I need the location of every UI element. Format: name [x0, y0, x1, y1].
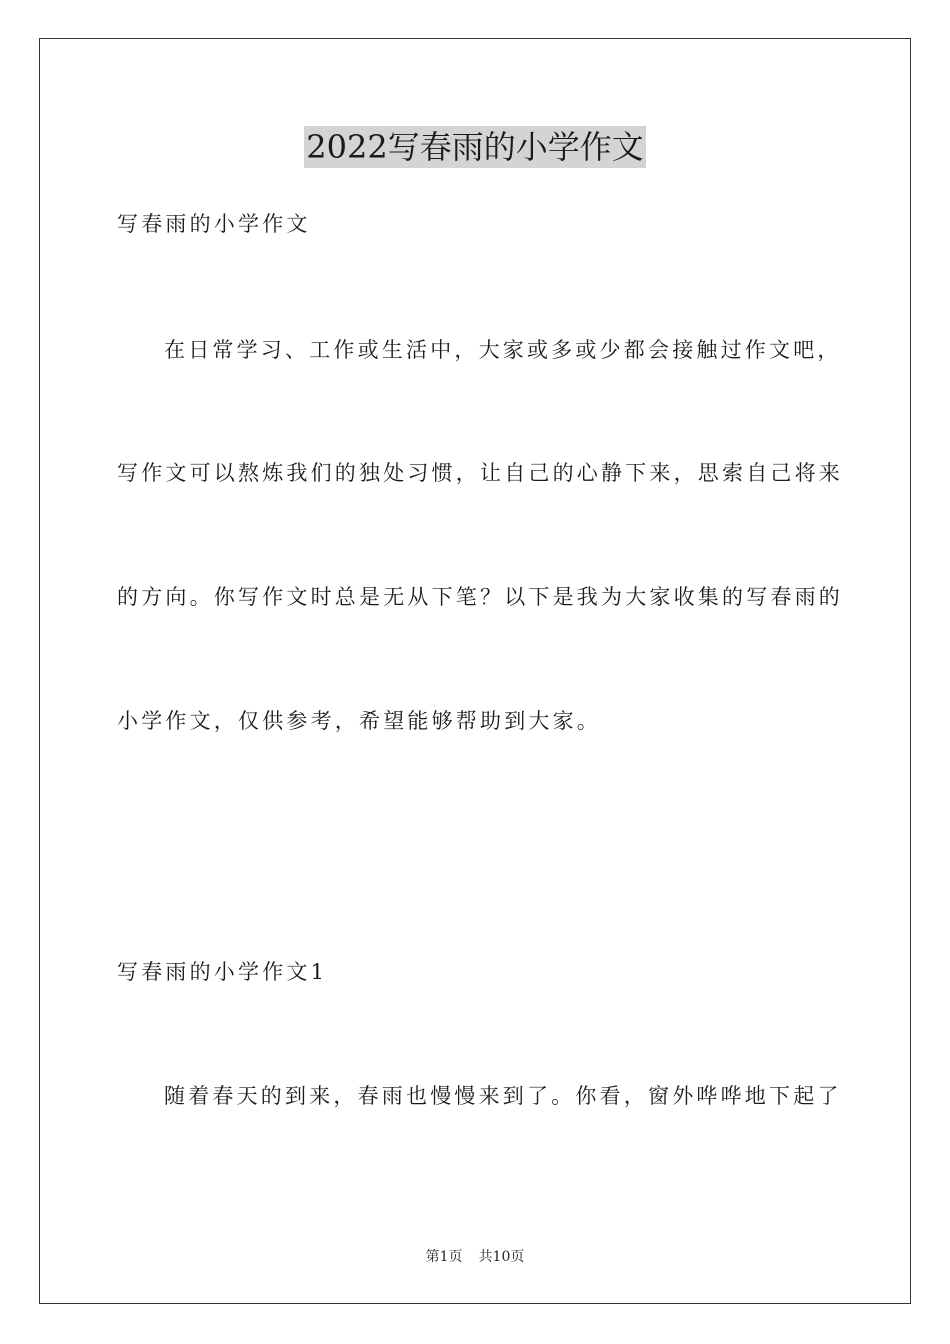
title-container [0, 126, 950, 168]
document-title: 2022写春雨的小学作文 [306, 128, 644, 166]
paragraph-line: 小学作文，仅供参考，希望能够帮助到大家。 [117, 709, 601, 733]
section-heading: 写春雨的小学作文1 [117, 960, 328, 984]
paragraph-line: 写作文可以熬炼我们的独处习惯，让自己的心静下来，思索自己将来 [117, 461, 843, 485]
paragraph-line: 的方向。你写作文时总是无从下笔？以下是我为大家收集的写春雨的 [117, 585, 843, 609]
paragraph-line: 随着春天的到来，春雨也慢慢来到了。你看，窗外哗哗地下起了 [164, 1084, 842, 1108]
page-total: 共10页 [478, 1249, 525, 1265]
paragraph-line: 在日常学习、工作或生活中，大家或多或少都会接触过作文吧， [164, 338, 842, 362]
page-footer [0, 1247, 950, 1267]
document-subtitle: 写春雨的小学作文 [117, 212, 311, 236]
page-number: 第1页 [425, 1249, 463, 1265]
